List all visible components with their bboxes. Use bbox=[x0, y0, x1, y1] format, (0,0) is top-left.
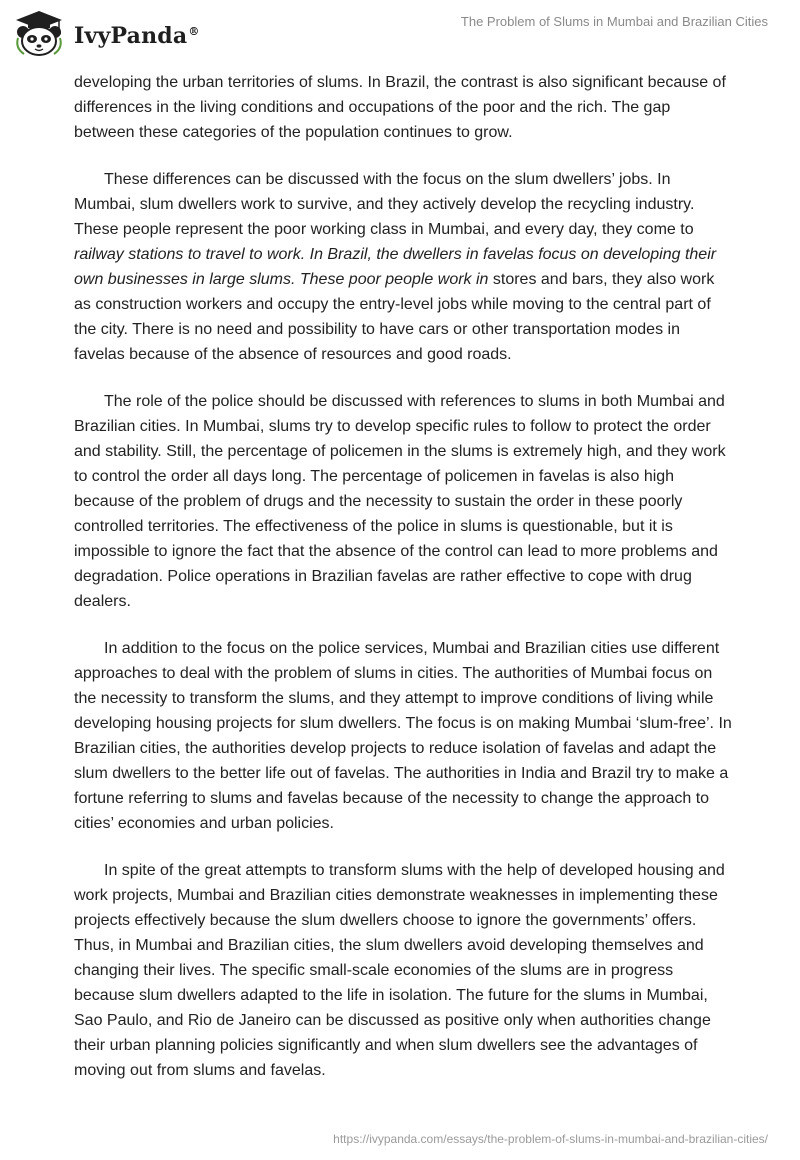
panda-graduate-icon bbox=[12, 8, 66, 58]
paragraph-3: The role of the police should be discussed with references to slums in both Mumbai and Brazilian cities. In Mumbai, slums try to develop specific rules to follow to protect the order and stability. Still, the percentage of policemen in the slums is extremely high, and they work to control the order all days long. The percentage of policemen in favelas is also high because of the problem of drugs and the necessity to sustain the order in these poorly controlled territories. The effectiveness of the police in slums is questionable, but it is impossible to ignore the fact that the absence of the control can lead to more problems and degradation. Police operations in Brazilian favelas are rather effective to cope with drug dealers. bbox=[74, 393, 726, 610]
essay-body bbox=[74, 70, 734, 1105]
brand-name-text: IvyPanda bbox=[74, 23, 188, 49]
paragraph-2 bbox=[74, 167, 734, 367]
paragraph-2-italic: railway stations to travel to work. In Brazil, the dwellers in favelas focus on developing their own businesses in large slums. These poor people work in bbox=[74, 246, 717, 288]
paragraph-4: In addition to the focus on the police services, Mumbai and Brazilian cities use different approaches to deal with the problem of slums in cities. The authorities of Mumbai focus on the necessity to transform the slums, and they attempt to improve conditions of living while developing housing projects for slum dwellers. The focus is on making Mumbai ‘slum-free’. In Brazilian cities, the authorities develop projects to reduce isolation of favelas and adapt the slum dwellers to the better life out of favelas. The authorities in India and Brazil try to make a fortune referring to slums and favelas because of the necessity to change the approach to cities’ economies and urban policies. bbox=[74, 640, 732, 832]
source-url-link[interactable]: https://ivypanda.com/essays/the-problem-of-slums-in-mumbai-and-brazilian-cities/ bbox=[333, 1132, 768, 1146]
document-title: The Problem of Slums in Mumbai and Brazilian Cities bbox=[460, 14, 768, 29]
page-header bbox=[0, 0, 800, 64]
brand-logo[interactable] bbox=[12, 8, 200, 58]
paragraph-2-part-3: stores and bars, they also work as construction workers and occupy the entry-level jobs while moving to the central part of the city. There is no need and possibility to have cars or other transportation modes in favelas because of the absence of resources and good roads. bbox=[74, 271, 715, 363]
brand-name bbox=[74, 23, 200, 49]
paragraph-5: In spite of the great attempts to transform slums with the help of developed housing and work projects, Mumbai and Brazilian cities demonstrate weaknesses in implementing these projects effectively because the slum dwellers choose to ignore the governments’ offers. Thus, in Mumbai and Brazilian cities, the slum dwellers avoid developing themselves and changing their lives. The specific small-scale economies of the slums are in progress because slum dwellers adapted to the life in isolation. The future for the slums in Mumbai, Sao Paulo, and Rio de Janeiro can be discussed as positive only when authorities change their urban planning policies significantly and when slum dwellers see the advantages of moving out from slums and favelas. bbox=[74, 862, 725, 1079]
paragraph-1: developing the urban territories of slums. In Brazil, the contrast is also significant because of differences in the living conditions and occupations of the poor and the rich. The gap between these categories of the population continues to grow. bbox=[74, 74, 726, 141]
registered-mark: ® bbox=[188, 24, 200, 38]
paragraph-2-part-1: These differences can be discussed with the focus on the slum dwellers’ jobs. In Mumbai, slum dwellers work to survive, and they actively develop the recycling industry. These people represent the poor working class in Mumbai, and every day, they come to bbox=[74, 171, 695, 238]
